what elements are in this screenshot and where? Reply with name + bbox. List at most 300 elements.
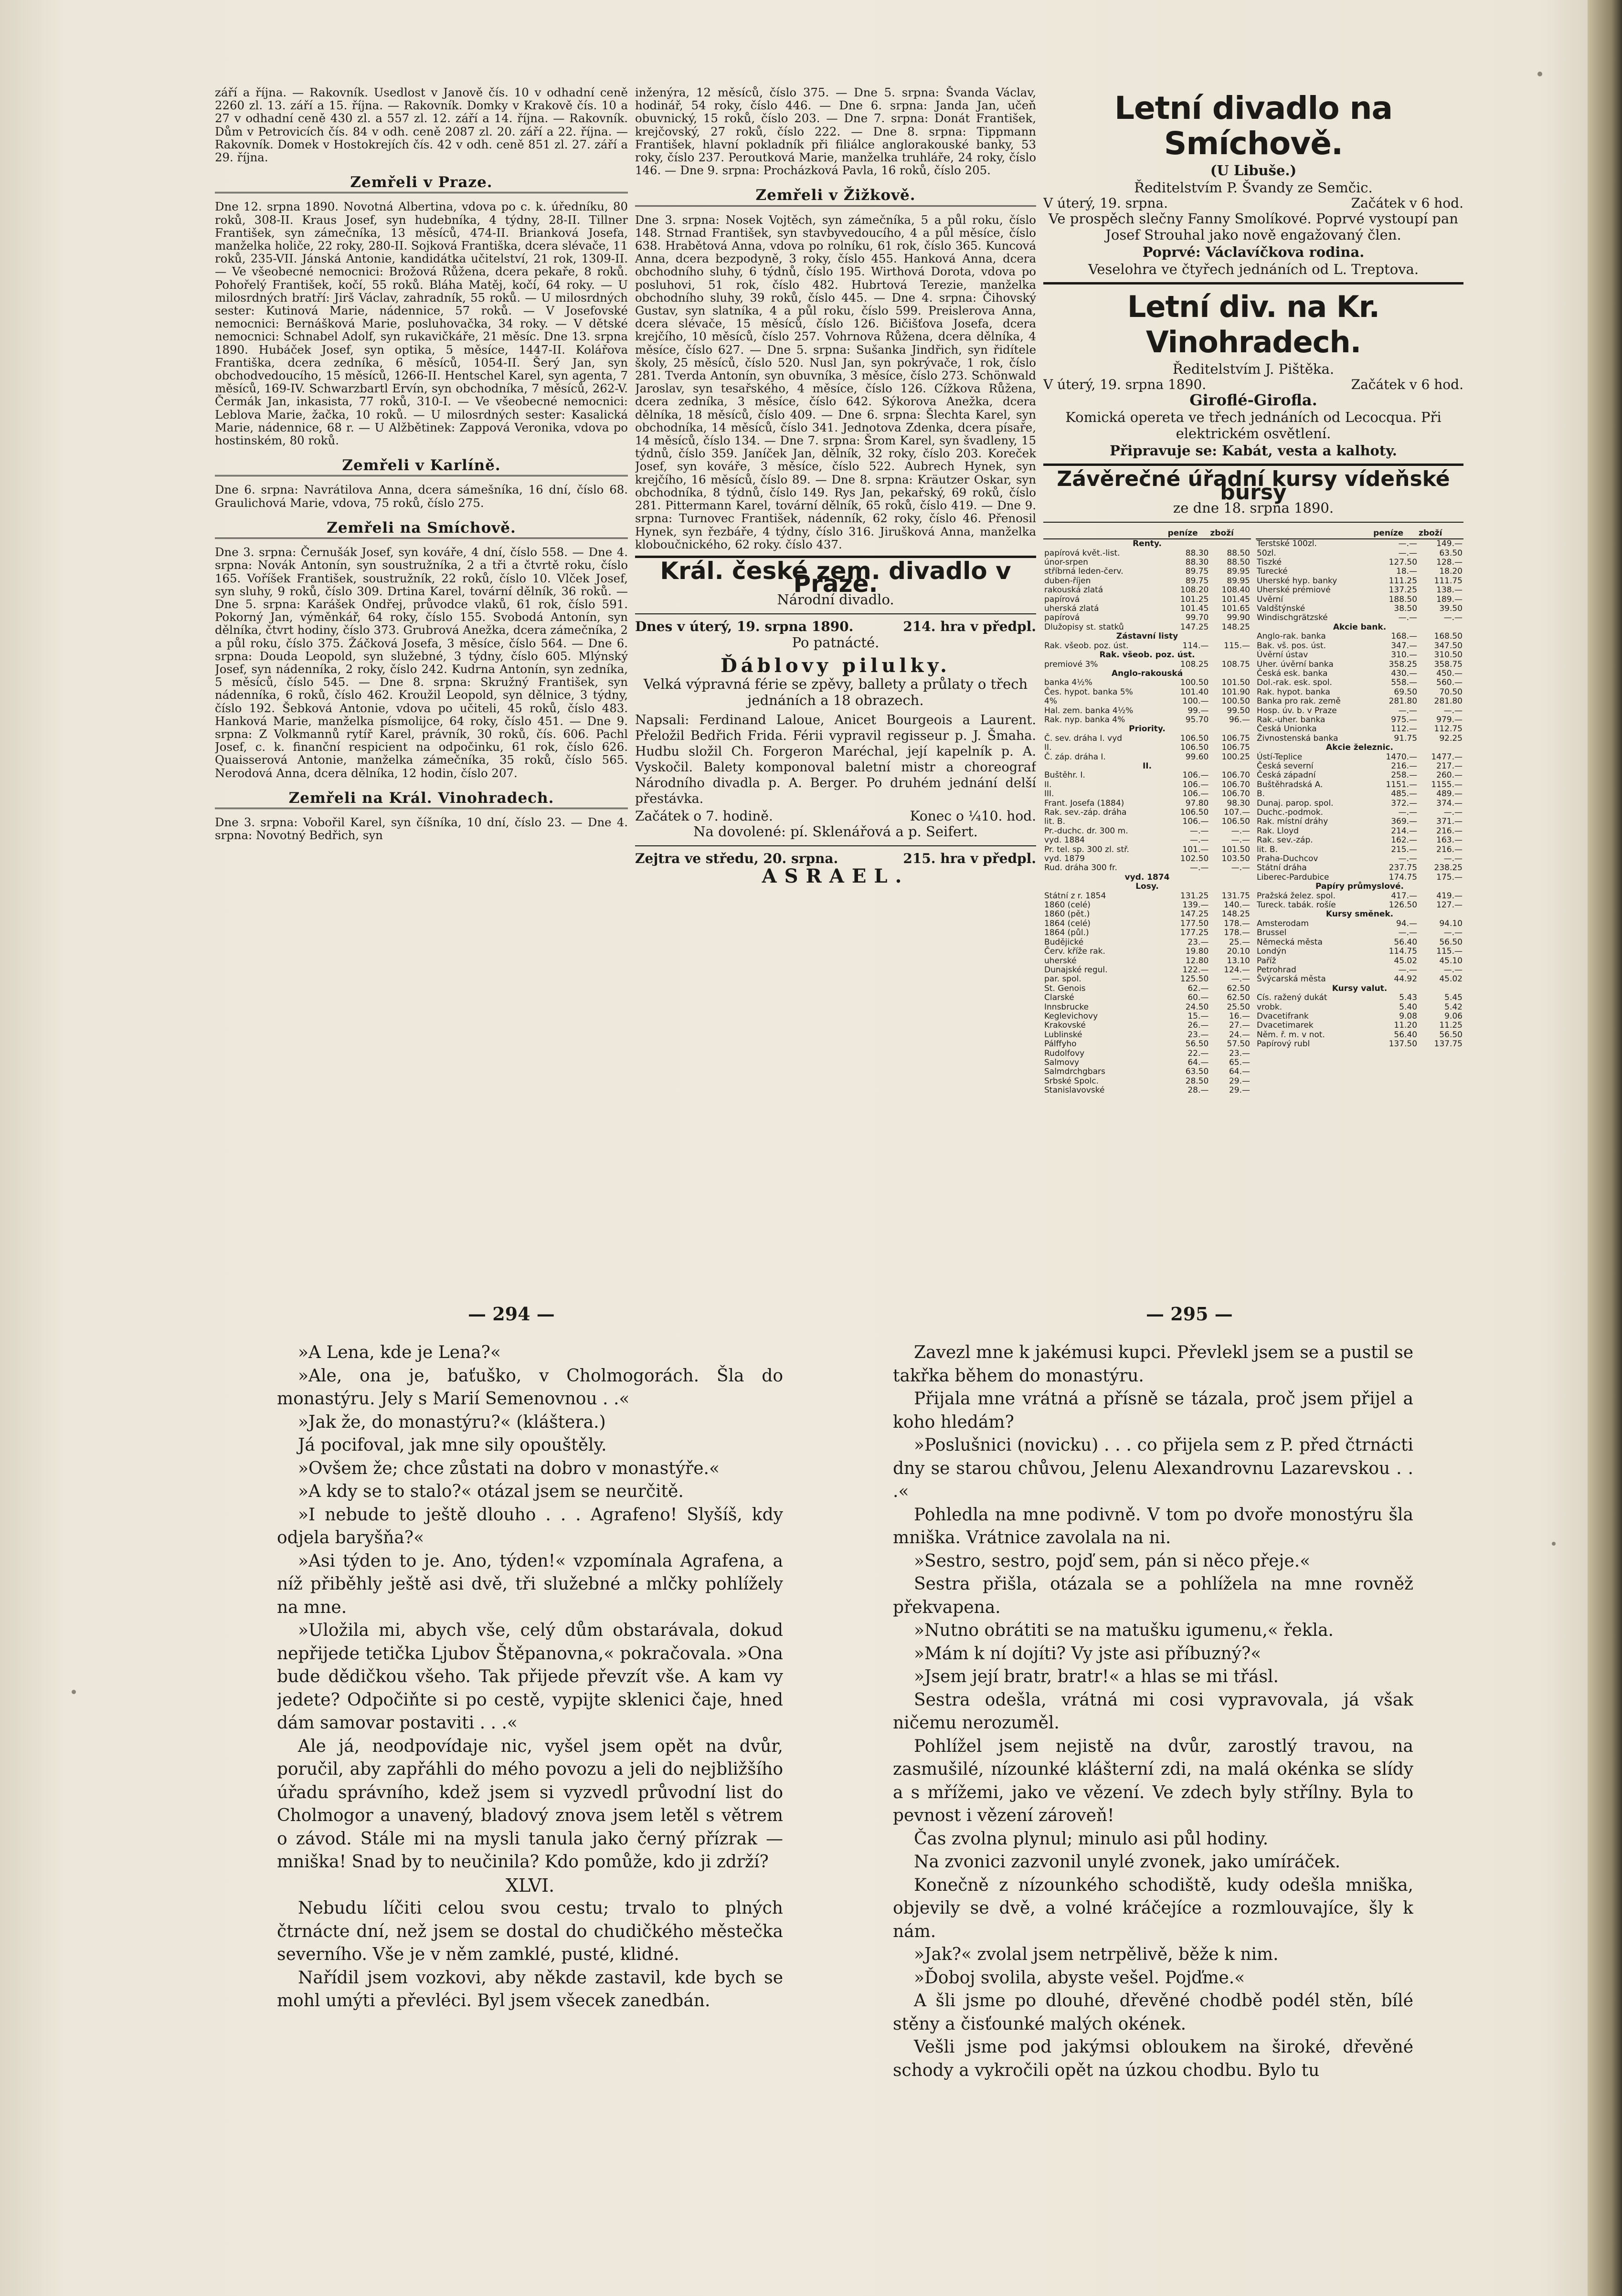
novel-paragraph: »Asi týden to je. Ano, týden!« vzpomínala Agrafena, a níž přiběhly ještě asi dvě, tři služebné a mlčky pohlížely na mne.	[277, 1551, 783, 1617]
bourse-money: 60.—	[1187, 993, 1209, 1003]
bourse-security: Rak. všeob. poz. úst.	[1044, 641, 1129, 651]
bourse-security: Dlužopisy st. statků	[1044, 622, 1124, 632]
bourse-row	[1256, 539, 1463, 548]
show1-credits: Napsali: Ferdinand Laloue, Anicet Bourgeois a Laurent. Přeložil Bedřich Frida. Férii vypravil regisseur p. J. Šmaha. Hudbu složil Ch. Forgeron Maréchal, její kapelník p. A. Vyskočil. Balety komponoval baletní mistr a choreograf Národního divadla p. A. Berger. Po druhém jednání delší přestávka.	[635, 712, 1036, 806]
bourse-money: 147.25	[1180, 909, 1209, 919]
bourse-security: Krakovské	[1044, 1021, 1086, 1031]
bourse-money: 125.50	[1180, 974, 1209, 984]
bourse-security: Stanislavovské	[1044, 1085, 1105, 1095]
novel-paragraph: »A Lena, kde je Lena?«	[298, 1343, 501, 1362]
bourse-row	[1043, 1003, 1251, 1012]
bourse-goods: 89.95	[1227, 567, 1250, 577]
novel-paragraph: Sestra odešla, vrátná mi cosi vypravovala, já však ničemu nerozuměl.	[893, 1690, 1413, 1733]
bourse-row	[1256, 966, 1463, 975]
bourse-goods: 979.—	[1436, 715, 1463, 725]
bourse-security: banka 4½%	[1044, 678, 1092, 688]
bourse-money: —.—	[1189, 863, 1209, 873]
bourse-money: 106.50	[1180, 743, 1209, 753]
bourse-goods: 175.—	[1436, 872, 1463, 882]
novel-paragraph: »Jsem její bratr, bratr!« a hlas se mi třásl.	[914, 1667, 1279, 1686]
bourse-row	[1256, 790, 1463, 799]
bourse-goods: 106.75	[1221, 733, 1250, 743]
bourse-row	[1043, 919, 1251, 928]
novel-paragraph: »Mám k ní dojíti? Vy jste asi příbuzný?«	[914, 1643, 1262, 1664]
heading-died-zizkov: Zemřeli v Žižkově.	[635, 189, 1036, 206]
bourse-row	[1043, 938, 1251, 947]
bourse-goods: 138.—	[1436, 585, 1463, 595]
bourse-table-right-wrap	[1256, 528, 1463, 1095]
bourse-money: 126.50	[1389, 900, 1418, 910]
bourse-security: lit. B.	[1044, 817, 1065, 827]
bourse-row	[1256, 910, 1463, 919]
bourse-row	[1043, 1021, 1251, 1030]
bourse-goods: 128.—	[1436, 558, 1463, 568]
bourse-security: Rak. Lloyd	[1257, 826, 1299, 836]
bourse-goods: —.—	[1231, 835, 1250, 845]
bourse-row	[1256, 1012, 1463, 1021]
bourse-money: 558.—	[1391, 678, 1418, 688]
show1-number: 214. hra v předpl.	[903, 619, 1036, 635]
bourse-goods: 88.50	[1227, 548, 1250, 558]
bourse-row	[1043, 817, 1251, 826]
bourse-security: Akcie železnic.	[1326, 743, 1393, 753]
bourse-security: 4%	[1044, 696, 1057, 706]
column-obituaries-2	[635, 86, 1036, 1274]
bourse-security: Anglo-rak. banka	[1257, 632, 1326, 642]
bourse-security: Liberec-Pardubice	[1257, 872, 1329, 882]
novel-paragraph: »A kdy se to stalo?« otázal jsem se neurčitě.	[298, 1482, 684, 1501]
bourse-security: Budějické	[1044, 937, 1084, 947]
bourse-money: 99.—	[1187, 706, 1209, 716]
bourse-row	[1043, 577, 1251, 586]
bourse-table-left	[1043, 528, 1251, 1095]
bourse-money: 106.—	[1182, 779, 1209, 790]
divider	[635, 845, 1036, 846]
bourse-security: Lublinské	[1044, 1030, 1082, 1040]
bourse-security: Ústí-Teplice	[1257, 752, 1303, 762]
show1-end: Konec o ¼10. hod.	[910, 808, 1036, 824]
bourse-money: 347.—	[1391, 641, 1418, 651]
bourse-row	[1043, 845, 1251, 854]
bourse-security: Rak. nyp. banka 4%	[1044, 715, 1125, 725]
bourse-row	[1256, 660, 1463, 669]
novel-paragraph: Konečně z nízounkého schodiště, kudy odešla mniška, objevily se dvě, a volné kráčejíce a rozmlouvajíce, šly k nám.	[893, 1875, 1413, 1941]
bourse-goods: 148.25	[1221, 622, 1250, 632]
deaths-prague: Dne 12. srpna 1890. Novotná Albertina, vdova po c. k. úředníku, 80 roků, 308-II. Kraus Josef, syn hudebníka, 4 týdny, 28-II. Tillner František, syn zámečníka, 13 měsíců, 474-II. Brianková Josefa, manželka holiče, 22 roky, 280-II. Sojková Františka, dcera slévače, 11 roků, 235-VII. Jánská Antonie, kandidátka učitelství, 21 rok, 1309-II. — Ve všeobecné nemocnici: Brožová Růžena, dcera pekaře, 8 roků. Pohořelý František, kočí, 55 roků. Bláha Matěj, kočí, 64 roky. — U milosrdných bratří: Jirš Václav, zahradník, 55 roků. — U milosrdných sester: Kutinová Marie, nádennice, 57 roků. — V Josefovské nemocnici: Bernášková Marie, posluhovačka, 34 roky. — V dětské nemocnici: Schnabel Adolf, syn rukavičkáře, 21 měsíc. Dne 13. srpna 1890. Hubáček Josef, syn optika, 5 měsíce, 1447-II. Kolářova Františka, dcera zedníka, 6 měsíců, 1054-II. Šerý Jan, syn obchodvedoucího, 15 měsíců, 1266-II. Hentschel Karel, syn agenta, 7 měsíců, 169-IV. Schwarzbartl Ervín, syn obchodníka, 7 měsíců, 262-V. Čermák Jan, inkasista, 77 roků, 310-I. — Ve všeobecné nemocnici: Leblova Marie, žačka, 10 roků. — U milosrdných sester: Kasalická Marie, nádennice, 68 r. — U Alžbětinek: Zappová Veronika, vdova po hostinském, 80 roků.	[215, 200, 628, 448]
bourse-money: 101.—	[1182, 844, 1209, 854]
bourse-money: 106.50	[1180, 808, 1209, 817]
dust-speck	[1537, 72, 1542, 76]
bourse-security: Uherské prémiové	[1257, 585, 1331, 595]
bourse-security: Frant. Josefa (1884)	[1044, 798, 1124, 808]
bourse-row	[1256, 642, 1463, 651]
bourse-money: 23.—	[1187, 937, 1209, 947]
col-money: peníze	[1373, 528, 1418, 539]
bourse-row	[1256, 1040, 1463, 1049]
show2-date: Zejtra ve středu, 20. srpna.	[635, 850, 838, 866]
bourse-security: Dvacetifrank	[1257, 1011, 1309, 1021]
bourse-goods: 57.50	[1227, 1039, 1250, 1049]
bourse-money: 108.25	[1180, 659, 1209, 669]
bourse-money: 88.30	[1185, 558, 1209, 568]
bourse-money: 372.—	[1391, 798, 1418, 808]
vinohrady-director: Ředitelstvím J. Pištěka.	[1172, 361, 1335, 378]
bourse-security: Uherské hyp. banky	[1257, 576, 1337, 586]
bourse-goods: 108.75	[1221, 659, 1250, 669]
bourse-money: 97.80	[1185, 798, 1209, 808]
bourse-goods: 124.—	[1224, 965, 1250, 975]
bourse-row	[1256, 586, 1463, 595]
bourse-goods: 20.10	[1227, 947, 1250, 957]
bourse-money: 216.—	[1391, 761, 1418, 771]
bourse-row	[1256, 836, 1463, 845]
bourse-money: 101.25	[1180, 594, 1209, 604]
bourse-security: Zástavní listy	[1116, 632, 1178, 642]
bourse-money: 1470.—	[1386, 752, 1418, 762]
bourse-security: Salmovy	[1044, 1057, 1080, 1067]
bourse-row	[1043, 651, 1251, 660]
bourse-money: 122.—	[1182, 965, 1209, 975]
bourse-money: —.—	[1398, 539, 1418, 549]
novel-paragraph: A šli jsme po dlouhé, dřevěné chodbě podél stěn, bílé stěny a čisťounké malých okének.	[893, 1991, 1413, 2034]
bourse-row	[1043, 1012, 1251, 1021]
bourse-security: uherské	[1044, 956, 1077, 966]
bourse-goods: 89.95	[1227, 576, 1250, 586]
bourse-row	[1256, 706, 1463, 716]
bourse-security: Hosp. úv. b. v Praze	[1257, 706, 1337, 716]
page-number-right: — 295 —	[1146, 1303, 1233, 1325]
novel-paragraph: Ale já, neodpovídaje nic, vyšel jsem opět na dvůr, poručil, aby zapřáhli do mého povozu a jeli do nejbližšího úřadu správního, kdež jsem si vyzvedl průvodní list do Cholmogor a unavený, bladový znova jsem letěl s větrem o závod. Stále mi na mysli tanula jako černý přízrak — mniška! Snad by to neučinila? Kdo pomůže, kdo ji zdrží?	[277, 1736, 783, 1872]
bourse-row	[1256, 669, 1463, 678]
bourse-money: 114.—	[1182, 641, 1209, 651]
bourse-security: uherská zlatá	[1044, 604, 1099, 614]
novel-paragraph: Sestra přišla, otázala se a pohlížela na mne rovněž překvapena.	[893, 1574, 1413, 1617]
bourse-money: 139.—	[1182, 900, 1209, 910]
bourse-money: 19.80	[1185, 947, 1209, 957]
bourse-security: Rak. místní dráhy	[1257, 817, 1328, 827]
bourse-money: 99.70	[1185, 613, 1209, 623]
bourse-goods: 27.—	[1229, 1021, 1250, 1031]
divider	[1043, 522, 1463, 523]
bourse-security: Cís. ražený dukát	[1257, 993, 1327, 1003]
bourse-money: 417.—	[1391, 891, 1418, 901]
bourse-goods: 178.—	[1224, 928, 1250, 938]
divider	[1043, 282, 1463, 284]
bourse-row	[1043, 753, 1251, 762]
bourse-money: 94.—	[1396, 918, 1418, 928]
smichov-date: V úterý, 19. srpna.	[1043, 195, 1168, 211]
bourse-goods: 178.—	[1224, 918, 1250, 928]
bourse-security: lit. B.	[1257, 844, 1278, 854]
bourse-money: 26.—	[1187, 1021, 1209, 1031]
bourse-goods: 16.—	[1229, 1011, 1250, 1021]
bourse-row	[1043, 901, 1251, 910]
bourse-money: 64.—	[1187, 1057, 1209, 1067]
bourse-goods: 358.75	[1434, 659, 1463, 669]
bourse-row	[1043, 1040, 1251, 1049]
bourse-row	[1043, 1086, 1251, 1095]
bourse-row	[1043, 762, 1251, 771]
bourse-money: 214.—	[1391, 826, 1418, 836]
summer-theatre-vinohrady-title: Letní div. na Kr. Vinohradech.	[1127, 289, 1380, 360]
bourse-goods: 62.50	[1227, 993, 1250, 1003]
bourse-security: Rud. dráha 300 fr.	[1044, 863, 1117, 873]
bourse-row	[1043, 947, 1251, 956]
bourse-row	[1043, 957, 1251, 966]
bourse-goods: 45.02	[1439, 974, 1463, 984]
bourse-goods: 560.—	[1436, 678, 1463, 688]
show2-header	[635, 852, 1036, 865]
summer-theatre-smichov-sub: (U Libuše.)	[1210, 162, 1297, 179]
bourse-table-left-wrap	[1043, 528, 1251, 1095]
bourse-goods: 310.50	[1434, 650, 1463, 660]
bourse-goods: 88.50	[1227, 558, 1250, 568]
bourse-money: 174.75	[1389, 872, 1418, 882]
bourse-money: 112.—	[1391, 724, 1418, 734]
bourse-row	[1256, 651, 1463, 660]
novel-paragraph: Pohlížel jsem nejistě na dvůr, zarostlý travou, na zasmušilé, nízounké klášterní zdi, na malá okénka se slídy a s mřížemi, jako ve vězení. Ve zdech byly střílny. Byla to pevnost i vězení zároveň!	[893, 1736, 1413, 1825]
bourse-security: Rak. sev.-záp.	[1257, 835, 1313, 845]
bourse-money: 114.75	[1389, 947, 1418, 957]
bourse-goods: 216.—	[1436, 826, 1463, 836]
show1-on-leave: Na dovolené: pí. Sklenářová a p. Seifert.	[693, 823, 978, 840]
bourse-money: 63.50	[1185, 1067, 1209, 1077]
novel-paragraph: »Ďoboj svolila, abyste vešel. Pojďme.«	[914, 1968, 1245, 1988]
bourse-goods: —.—	[1443, 808, 1463, 817]
show1-times	[635, 810, 1036, 822]
bourse-goods: 111.75	[1434, 576, 1463, 586]
bourse-security: Tiszké	[1257, 558, 1282, 568]
novel-paragraph: Já pocifoval, jak mne sily opouštěly.	[298, 1435, 607, 1455]
bourse-row	[1043, 1031, 1251, 1040]
vinohrady-next: Připravuje se: Kabát, vesta a kalhoty.	[1110, 442, 1397, 459]
bourse-money: 5.40	[1399, 1002, 1418, 1012]
show1-date: Dnes v úterý, 19. srpna 1890.	[635, 619, 854, 635]
novel-column-right	[893, 1341, 1413, 2248]
summer-theatre-smichov-director: Ředitelstvím P. Švandy ze Semčic.	[1134, 179, 1373, 196]
novel-paragraph: »Jak že, do monastýru?« (kláštera.)	[298, 1412, 606, 1432]
bourse-row	[1043, 892, 1251, 901]
bourse-money: 358.25	[1389, 659, 1418, 669]
bourse-security: Paříž	[1257, 956, 1276, 966]
national-theatre-title: Král. české zem. divadlo v Praze.	[660, 557, 1011, 598]
novel-paragraph: Nařídil jsem vozkovi, aby někde zastavil, kde bych se mohl umýti a převléci. Byl jsem všecek zanedbán.	[277, 1968, 783, 2011]
bourse-goods: 140.—	[1224, 900, 1250, 910]
bourse-security: Kursy směnek.	[1325, 909, 1394, 919]
bourse-row	[1256, 595, 1463, 604]
bourse-goods: 148.25	[1221, 909, 1250, 919]
bourse-goods: 168.50	[1434, 632, 1463, 642]
bourse-money: 237.75	[1389, 863, 1418, 873]
bourse-money: 24.50	[1185, 1002, 1209, 1012]
bourse-security: 1864 (celé)	[1044, 918, 1091, 928]
bourse-security: únor-srpen	[1044, 558, 1088, 568]
summer-theatre-smichov-title: Letní divadlo na Smíchově.	[1114, 90, 1393, 162]
show1-note: Po patnácté.	[792, 634, 880, 651]
bourse-security: Něm. ř. m. v not.	[1257, 1030, 1325, 1040]
bourse-row	[1256, 613, 1463, 622]
vinohrady-play: Giroflé-Girofla.	[1189, 391, 1317, 410]
heading-died-vinohrady: Zemřeli na Král. Vinohradech.	[215, 792, 628, 809]
novel-paragraph: Vešli jsme pod jakýmsi obloukem na široké, dřevěné schody a vykročili opět na úzkou chodbu. Bylo tu	[893, 2037, 1413, 2080]
col-money: peníze	[1167, 528, 1210, 539]
show1-title: Ďáblovy pilulky.	[721, 654, 951, 677]
bourse-security: Keglevichovy	[1044, 1011, 1098, 1021]
novel-paragraph: Zavezl mne k jakémusi kupci. Převlekl jsem se a pustil se takřka během do monastýru.	[893, 1343, 1413, 1386]
bourse-money: —.—	[1189, 835, 1209, 845]
novel-paragraph: »I nebude to ještě dlouho . . . Agrafeno! Slyšíš, kdy odjela baryšňa?«	[277, 1505, 783, 1548]
bourse-row	[1043, 567, 1251, 576]
bourse-money: 5.43	[1399, 993, 1418, 1003]
bourse-security: Česká esk. banka	[1257, 668, 1328, 678]
bourse-money: 89.75	[1185, 576, 1209, 586]
deaths-vinohrady: Dne 3. srpna: Vobořil Karel, syn číšníka, 10 dní, číslo 23. — Dne 4. srpna: Novotný Bedřich, syn	[215, 815, 628, 843]
bourse-security: Clarské	[1044, 993, 1074, 1003]
bourse-goods: 163.—	[1436, 835, 1463, 845]
bourse-goods: 419.—	[1436, 891, 1463, 901]
bourse-money: 215.—	[1391, 844, 1418, 854]
novel-paragraph: »Nutno obrátiti se na matušku igumenu,« řekla.	[914, 1621, 1334, 1640]
bourse-row	[1043, 1077, 1251, 1086]
bourse-security: Česká severní	[1257, 761, 1314, 771]
bourse-security: Čes. hypot. banka 5%	[1044, 687, 1133, 697]
bourse-goods: 29.—	[1229, 1085, 1250, 1095]
bourse-money: 258.—	[1391, 770, 1418, 780]
bourse-row	[1256, 567, 1463, 576]
bourse-money: 188.50	[1389, 594, 1418, 604]
bourse-row	[1256, 762, 1463, 771]
bourse-goods: 63.50	[1439, 548, 1463, 558]
bourse-security: B.	[1257, 789, 1265, 799]
bourse-money: 100.—	[1182, 696, 1209, 706]
bourse-security: Bak. vš. pos. úst.	[1257, 641, 1326, 651]
bourse-security: Úvěrní ústav	[1257, 650, 1308, 660]
bourse-row	[1043, 910, 1251, 919]
bourse-security: Pražská želez. spol.	[1257, 891, 1336, 901]
bourse-money: —.—	[1189, 826, 1209, 836]
bourse-security: papírová	[1044, 594, 1080, 604]
bourse-money: 177.50	[1180, 918, 1209, 928]
bourse-security: rakouská zlatá	[1044, 585, 1103, 595]
bourse-goods: 45.10	[1439, 956, 1463, 966]
bourse-security: Červ. kříže rak.	[1044, 947, 1105, 957]
bourse-security: Anglo-rakouská	[1111, 668, 1183, 678]
bourse-goods: 25.—	[1229, 937, 1250, 947]
bourse-goods: 101.45	[1221, 594, 1250, 604]
bourse-security: Salmdrchgbars	[1044, 1067, 1105, 1077]
bourse-tables	[1043, 528, 1463, 1095]
bourse-security: Pr. tel. sp. 300 zl. stř.	[1044, 844, 1129, 854]
bourse-security: papírová květ.-list.	[1044, 548, 1120, 558]
bourse-goods: 98.30	[1227, 798, 1250, 808]
bourse-money: 38.50	[1394, 604, 1418, 614]
bourse-goods: 103.50	[1221, 854, 1250, 864]
bourse-goods: 137.75	[1434, 1039, 1463, 1049]
bourse-security: 1860 (pět.)	[1044, 909, 1090, 919]
bourse-row	[1043, 688, 1251, 697]
vinohrady-date: V úterý, 19. srpna 1890.	[1043, 377, 1207, 393]
bourse-security: Uvěrní	[1257, 594, 1283, 604]
bourse-goods: 70.50	[1439, 687, 1463, 697]
bourse-security: Rak.-uher. banka	[1257, 715, 1325, 725]
bourse-security: Rak. hypot. banka	[1257, 687, 1330, 697]
bourse-row	[1043, 706, 1251, 716]
bourse-security: par. spol.	[1044, 974, 1081, 984]
bourse-money: —.—	[1398, 965, 1418, 975]
bourse-security: Č. sev. dráha I. vyd	[1044, 733, 1123, 743]
bourse-row	[1043, 725, 1251, 734]
bourse-security: Windischgrätzské	[1257, 613, 1328, 623]
bourse-money: 91.75	[1394, 733, 1418, 743]
bourse-row	[1043, 790, 1251, 799]
bourse-goods: 106.70	[1221, 779, 1250, 790]
bourse-money: 310.—	[1391, 650, 1418, 660]
bourse-row	[1256, 549, 1463, 558]
bourse-money: 56.40	[1394, 1030, 1418, 1040]
col-goods: zboží	[1209, 528, 1251, 539]
bourse-security: Londýn	[1257, 947, 1286, 957]
divider	[635, 613, 1036, 614]
bourse-goods: 238.25	[1434, 863, 1463, 873]
heading-died-prague: Zemřeli v Praze.	[215, 176, 628, 193]
bourse-security: II.	[1044, 779, 1052, 790]
bourse-security: Priority.	[1129, 724, 1166, 734]
bourse-money: 111.25	[1389, 576, 1418, 586]
bourse-row	[1256, 780, 1463, 790]
bourse-money: 106.—	[1182, 770, 1209, 780]
bourse-money: 45.02	[1394, 956, 1418, 966]
bourse-goods: 106.50	[1221, 817, 1250, 827]
bourse-row	[1043, 586, 1251, 595]
bourse-row	[1256, 808, 1463, 817]
bourse-date: ze dne 18. srpna 1890.	[1173, 499, 1334, 516]
bourse-row	[1043, 669, 1251, 678]
bourse-goods: 96.—	[1229, 715, 1250, 725]
bourse-goods: 25.50	[1227, 1002, 1250, 1012]
bourse-row	[1256, 984, 1463, 993]
bourse-row	[1256, 975, 1463, 984]
bourse-row	[1043, 975, 1251, 984]
bourse-row	[1256, 753, 1463, 762]
deaths-zizkov: Dne 3. srpna: Nosek Vojtěch, syn zámečníka, 5 a půl roku, číslo 148. Strnad František, syn stavbyvedoucího, 4 a půl měsíce, číslo 638. Hrabětová Anna, vdova po rolníku, 61 rok, číslo 365. Kuncová Anna, dcera bezpodyně, 3 roky, číslo 455. Hanková Anna, dcera obchodního sluhy, 6 týdnů, číslo 195. Wirthová Dorota, vdova po posluhovi, 51 rok, číslo 482. Hubrtová Terezie, manželka obchodního sluhy, 39 roků, číslo 445. — Dne 4. srpna: Čihovský Gustav, syn slatníka, 4 a půl roku, číslo 599. Preislerova Anna, dcera slévače, 15 měsíců, číslo 126. Bičišťova Josefa, dcera krejčího, 10 měsíců, číslo 257. Vohrnova Růžena, dcera dělníka, 4 měsíce, číslo 627. — Dne 5. srpna: Sušanka Jindřich, syn řidítele školy, 25 měsíců, číslo 520. Nusl Jan, syn pokrývače, 1 rok, číslo 281. Tverda Antonín, syn obuvníka, 3 měsíce, číslo 273. Schönwald Jaroslav, syn tesařského, 4 měsíce, číslo 126. Cížkova Růžena, dcera zedníka, 3 měsíce, číslo 642. Sýkorova Anežka, dcera dělníka, 18 měsíců, číslo 409. — Dne 6. srpna: Šlechta Karel, syn obchodníka, 14 měsíců, číslo 341. Jednotova Zdenka, dcera písaře, 14 měsíců, číslo 134. — Dne 7. srpna: Šrom Karel, syn švadleny, 15 týdnů, číslo 359. Janíček Jan, dělník, 32 roky, číslo 203. Koreček Josef, syn kováře, 3 měsíce, číslo 522. Aubrech Hynek, syn krejčího, 16 měsíců, číslo 89. — Dne 8. srpna: Kräutzer Oskar, syn obchodníka, 8 týdnů, číslo 149. Rys Jan, pekařský, 69 roků, číslo 281. Pittermann Karel, tovární dělník, 65 roků, číslo 419. — Dne 9. srpna: Turnovec František, nádenník, 62 roky, číslo 46. Přenosil Hynek, syn řezbáře, 4 týdny, číslo 316. Jirušková Anna, manželka kloboučnického, 62 roky. číslo 437.	[635, 212, 1036, 551]
bourse-money: —.—	[1398, 928, 1418, 938]
bourse-goods: 5.45	[1444, 993, 1463, 1003]
bourse-money: 44.92	[1394, 974, 1418, 984]
bourse-goods: 29.—	[1229, 1076, 1250, 1086]
bourse-goods: 374.—	[1436, 798, 1463, 808]
bourse-goods: 56.50	[1439, 937, 1463, 947]
bourse-money: 62.—	[1187, 983, 1209, 993]
bourse-goods: —.—	[1231, 974, 1250, 984]
bourse-goods: 64.—	[1229, 1067, 1250, 1077]
bourse-row	[1043, 642, 1251, 651]
bourse-goods: 99.90	[1227, 613, 1250, 623]
bourse-row	[1256, 688, 1463, 697]
bourse-money: 137.50	[1389, 1039, 1418, 1049]
bourse-money: 162.—	[1391, 835, 1418, 845]
bourse-money: 89.75	[1185, 567, 1209, 577]
bourse-row	[1256, 947, 1463, 956]
bourse-money: —.—	[1398, 808, 1418, 817]
bourse-goods: 115.—	[1436, 947, 1463, 957]
bourse-row	[1256, 734, 1463, 743]
bourse-money: 102.50	[1180, 854, 1209, 864]
bourse-row	[1043, 928, 1251, 937]
bourse-row	[1043, 632, 1251, 641]
novel-column-left	[277, 1341, 783, 2248]
bourse-row	[1256, 1031, 1463, 1040]
bourse-goods: 1477.—	[1431, 752, 1463, 762]
